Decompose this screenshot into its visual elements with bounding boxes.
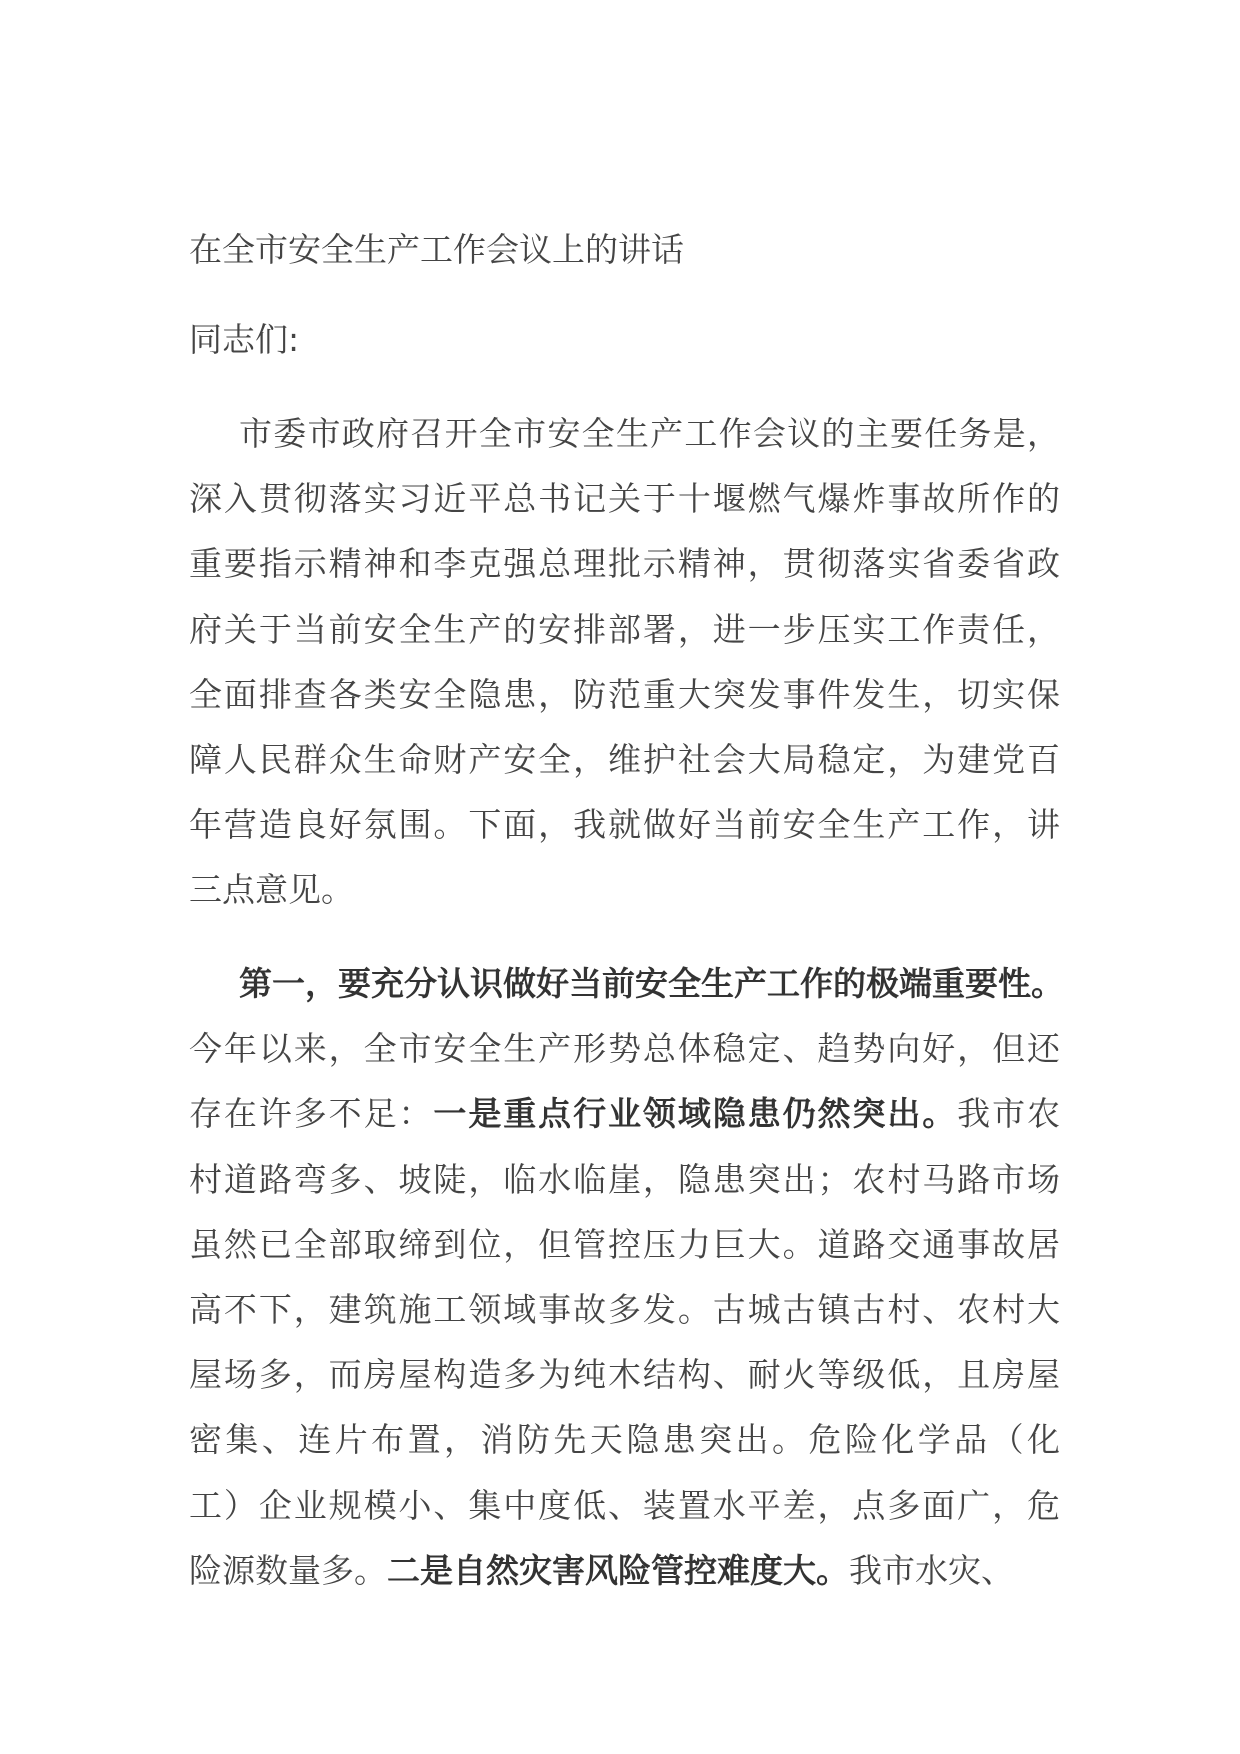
text-run: 市委市政府召开全市安全生产工作会议的主要任务是， bbox=[239, 414, 1060, 453]
text-run: 村道路弯多、坡陡，临水临崖，隐患突出；农村马路市场 bbox=[189, 1159, 1060, 1199]
text-run: 屋场多，而房屋构造多为纯木结构、耐火等级低，且房屋 bbox=[189, 1355, 1060, 1395]
bold-text-run: 一是重点行业领域隐患仍然突出。 bbox=[433, 1094, 958, 1134]
text-run: 深入贯彻落实习近平总书记关于十堰燃气爆炸事故所作的 bbox=[189, 479, 1060, 519]
text-run: 障人民群众生命财产安全，维护社会大局稳定，为建党百 bbox=[189, 740, 1060, 779]
text-run: 府关于当前安全生产的安排部署，进一步压实工作责任， bbox=[189, 609, 1060, 649]
paragraph-1-line bbox=[189, 414, 1060, 454]
paragraph-1-line bbox=[189, 805, 1060, 845]
paragraph-2-line bbox=[189, 1290, 1060, 1330]
paragraph-2-line bbox=[189, 1486, 1060, 1526]
paragraph-1-line bbox=[189, 675, 1060, 715]
paragraph-2-line bbox=[189, 1355, 1060, 1395]
document-title: 在全市安全生产工作会议上的讲话 bbox=[189, 230, 684, 269]
text-run: 年营造良好氛围。下面，我就做好当前安全生产工作，讲 bbox=[189, 805, 1060, 845]
paragraph-2-line bbox=[189, 1551, 1060, 1591]
paragraph-1-line bbox=[189, 479, 1060, 519]
text-run: 三点意见。 bbox=[189, 870, 354, 910]
paragraph-2-line bbox=[189, 1094, 1060, 1134]
text-run: 险源数量多。 bbox=[189, 1550, 387, 1590]
bold-text-run: 第一，要充分认识做好当前安全生产工作的极端重要性。 bbox=[239, 964, 1064, 1003]
text-run: 重要指示精神和李克强总理批示精神，贯彻落实省委省政 bbox=[189, 544, 1060, 584]
paragraph-2-line bbox=[189, 964, 1064, 1004]
paragraph-2-line bbox=[189, 1420, 1060, 1460]
text-run: 虽然已全部取缔到位，但管控压力巨大。道路交通事故居 bbox=[189, 1224, 1060, 1264]
text-run: 存在许多不足： bbox=[189, 1094, 434, 1134]
bold-text-run: 二是自然灾害风险管控难度大。 bbox=[387, 1550, 849, 1590]
text-run: 密集、连片布置，消防先天隐患突出。危险化学品（化 bbox=[189, 1420, 1060, 1460]
text-run: 工）企业规模小、集中度低、装置水平差，点多面广，危 bbox=[189, 1485, 1060, 1525]
text-run: 我市水灾、 bbox=[849, 1550, 1014, 1590]
paragraph-2-line bbox=[189, 1160, 1060, 1200]
text-run: 我市农 bbox=[957, 1094, 1061, 1134]
paragraph-2-line bbox=[189, 1029, 1060, 1069]
paragraph-1-line bbox=[189, 544, 1060, 584]
paragraph-1-line bbox=[189, 870, 1060, 910]
text-run: 今年以来，全市安全生产形势总体稳定、趋势向好，但还 bbox=[189, 1029, 1060, 1069]
text-run: 高不下，建筑施工领域事故多发。古城古镇古村、农村大 bbox=[189, 1290, 1060, 1329]
salutation: 同志们: bbox=[189, 320, 300, 359]
paragraph-2-line bbox=[189, 1225, 1060, 1265]
paragraph-1-line bbox=[189, 610, 1060, 650]
paragraph-1-line bbox=[189, 740, 1060, 780]
text-run: 全面排查各类安全隐患，防范重大突发事件发生，切实保 bbox=[189, 674, 1060, 714]
